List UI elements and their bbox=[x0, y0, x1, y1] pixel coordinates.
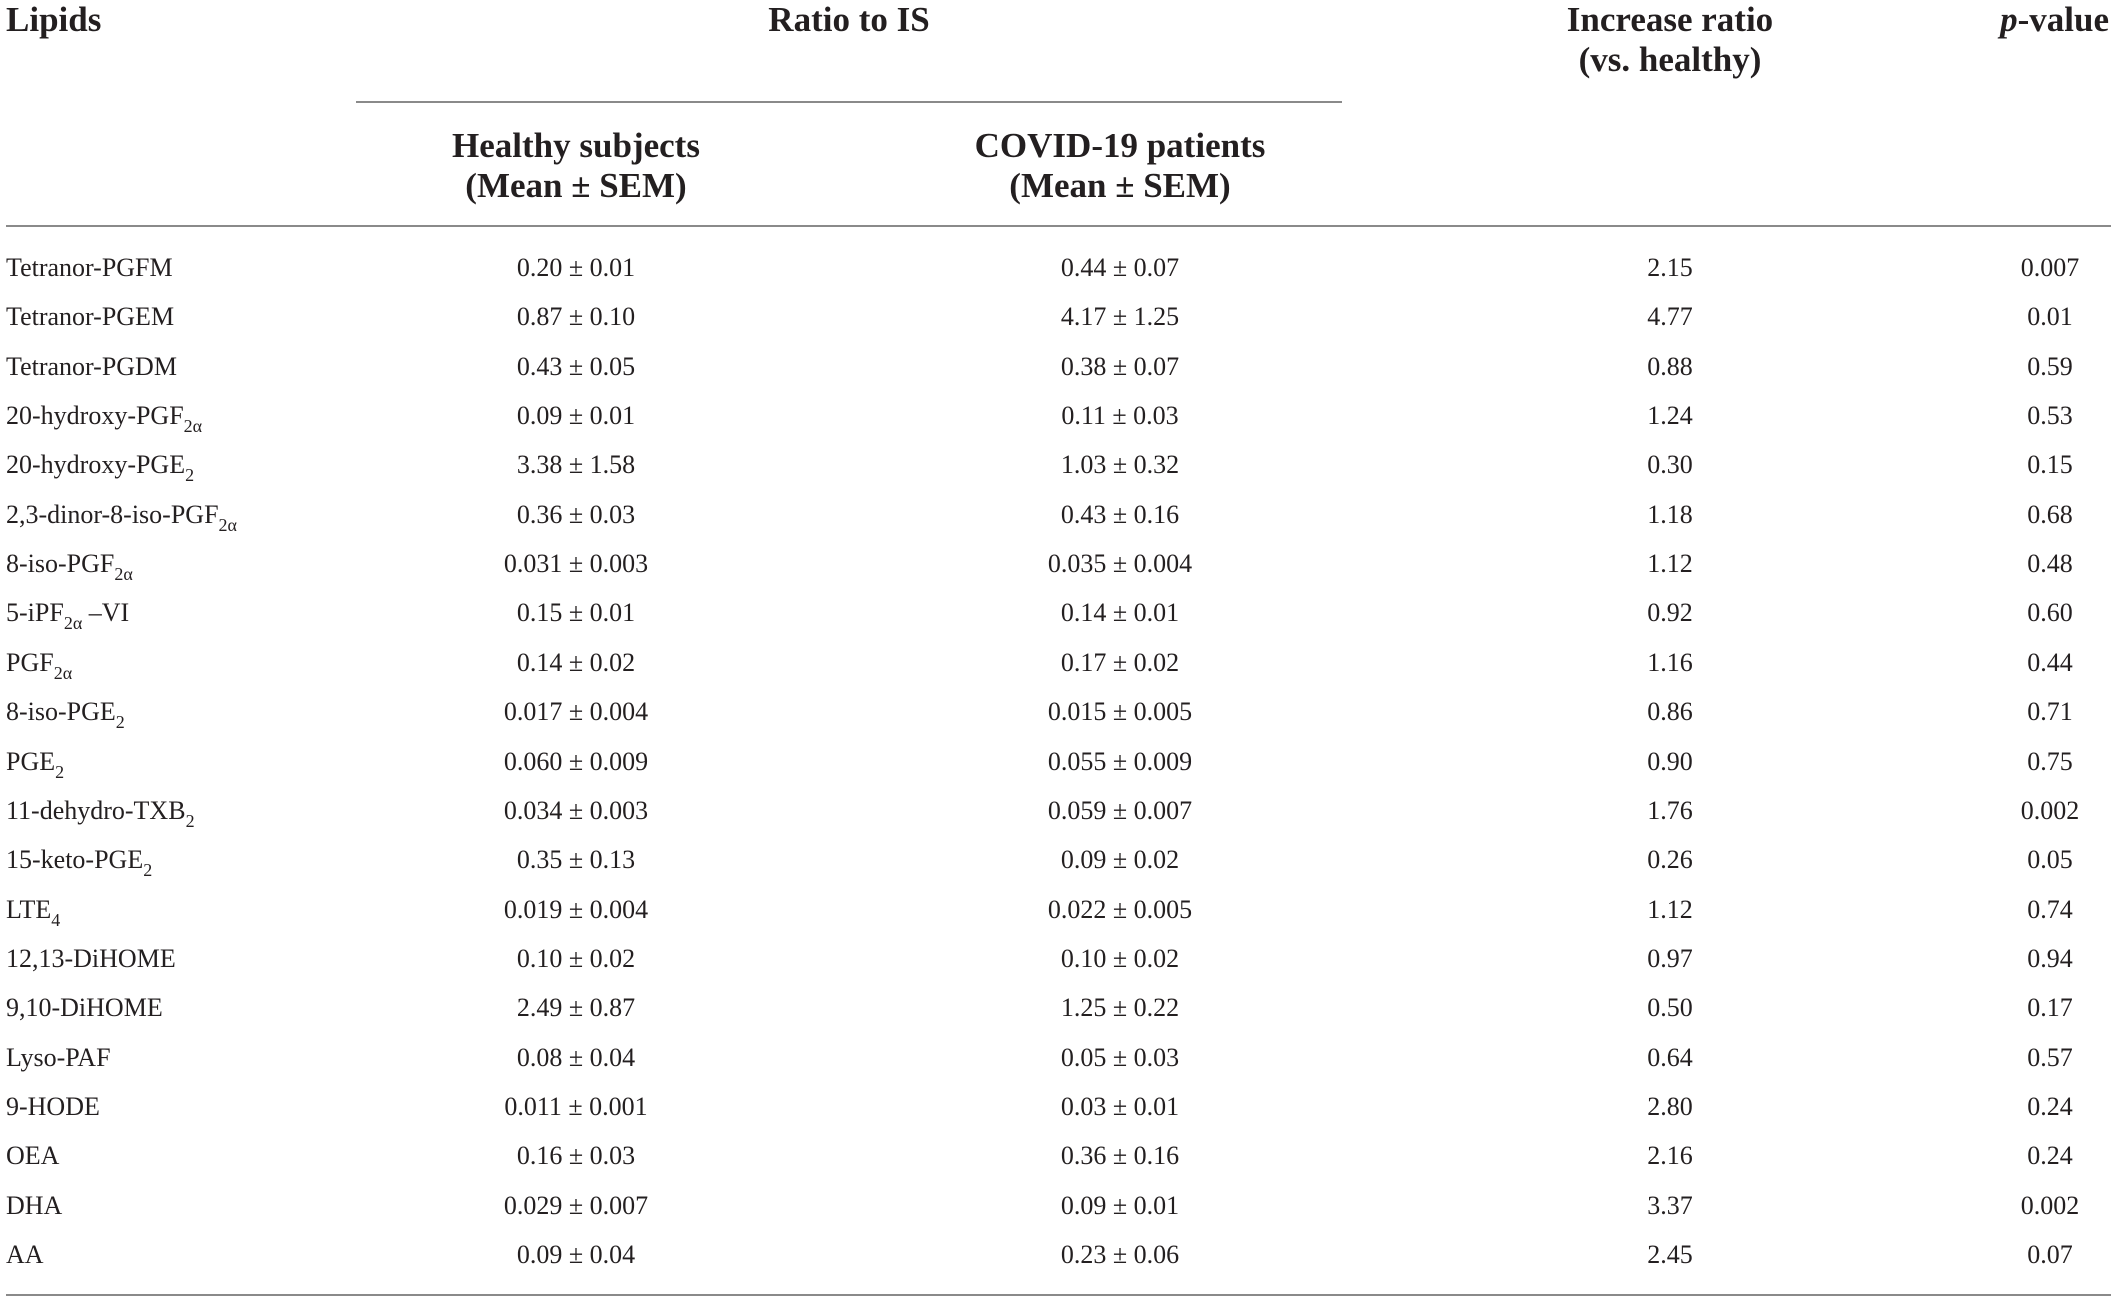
lipid-name-cell bbox=[6, 342, 177, 391]
p-value: 0.007 bbox=[2020, 253, 2080, 282]
increase-ratio-value: 0.97 bbox=[1647, 943, 1693, 973]
table-row bbox=[0, 885, 2117, 934]
lipid-subscript: 2α bbox=[218, 514, 237, 535]
table-row bbox=[0, 934, 2117, 983]
lipid-subscript: 2 bbox=[143, 860, 153, 881]
covid-value: 0.10 ± 0.02 bbox=[1060, 943, 1180, 973]
lipid-name: Tetranor-PGDM bbox=[6, 351, 177, 381]
header-increase-ratio-line2: (vs. healthy) bbox=[1578, 40, 1762, 79]
increase-ratio-value: 1.16 bbox=[1647, 647, 1693, 677]
lipid-name-cell bbox=[6, 539, 133, 588]
lipid-name: 20-hydroxy-PGF bbox=[6, 401, 184, 431]
table-row bbox=[0, 342, 2117, 391]
covid-value: 0.11 ± 0.03 bbox=[1061, 401, 1179, 431]
lipid-subscript: 2 bbox=[185, 810, 195, 831]
table-row bbox=[0, 588, 2117, 637]
lipid-name: Tetranor-PGFM bbox=[6, 253, 173, 282]
covid-value: 0.09 ± 0.01 bbox=[1060, 1190, 1180, 1220]
header-healthy-subjects bbox=[356, 126, 796, 206]
lipid-name-cell bbox=[6, 490, 237, 539]
healthy-value: 0.019 ± 0.004 bbox=[503, 894, 649, 924]
lipid-subscript: 2α bbox=[53, 662, 73, 683]
p-value: 0.24 bbox=[2027, 1091, 2073, 1121]
increase-ratio-value: 2.15 bbox=[1647, 253, 1693, 282]
p-value: 0.57 bbox=[2027, 1042, 2073, 1072]
p-value: 0.002 bbox=[2020, 795, 2080, 825]
table-row bbox=[0, 1230, 2117, 1279]
lipid-name-cell bbox=[6, 588, 129, 637]
p-value: 0.07 bbox=[2027, 1240, 2073, 1269]
increase-ratio-value: 1.18 bbox=[1647, 499, 1693, 529]
healthy-value: 0.16 ± 0.03 bbox=[516, 1141, 636, 1171]
lipid-name: PGE bbox=[6, 746, 56, 776]
covid-value: 0.09 ± 0.02 bbox=[1060, 845, 1180, 875]
covid-value: 0.035 ± 0.004 bbox=[1047, 549, 1193, 579]
lipid-name: 8-iso-PGF bbox=[6, 549, 115, 579]
covid-value: 1.25 ± 0.22 bbox=[1060, 993, 1180, 1023]
p-value: 0.05 bbox=[2027, 845, 2073, 875]
p-value: 0.002 bbox=[2020, 1190, 2080, 1220]
lipid-name: DHA bbox=[6, 1190, 63, 1220]
lipid-name-cell bbox=[6, 786, 195, 835]
covid-value: 0.43 ± 0.16 bbox=[1060, 499, 1180, 529]
increase-ratio-value: 0.86 bbox=[1647, 697, 1693, 727]
header-increase-ratio-line1: Increase ratio bbox=[1566, 0, 1774, 39]
lipid-subscript: 2 bbox=[185, 465, 195, 486]
header-p-value-italic: p bbox=[2000, 0, 2018, 39]
healthy-value: 0.08 ± 0.04 bbox=[516, 1042, 636, 1072]
p-value: 0.75 bbox=[2027, 746, 2073, 776]
increase-ratio-value: 0.30 bbox=[1647, 450, 1693, 480]
lipid-name-cell bbox=[6, 292, 174, 341]
covid-value: 0.03 ± 0.01 bbox=[1060, 1091, 1180, 1121]
p-value: 0.17 bbox=[2027, 993, 2073, 1023]
lipid-name-cell bbox=[6, 687, 125, 736]
p-value: 0.94 bbox=[2027, 943, 2073, 973]
table-row bbox=[0, 440, 2117, 489]
lipid-name: Lyso-PAF bbox=[6, 1042, 111, 1072]
healthy-value: 2.49 ± 0.87 bbox=[516, 993, 636, 1023]
covid-value: 0.17 ± 0.02 bbox=[1060, 647, 1180, 677]
healthy-value: 3.38 ± 1.58 bbox=[516, 450, 636, 480]
covid-value: 0.14 ± 0.01 bbox=[1060, 598, 1180, 628]
header-ratio-to-is: Ratio to IS bbox=[768, 0, 930, 39]
p-value: 0.48 bbox=[2027, 549, 2073, 579]
lipid-name: 11-dehydro-TXB bbox=[6, 795, 186, 825]
table-row bbox=[0, 539, 2117, 588]
covid-value: 0.059 ± 0.007 bbox=[1047, 795, 1193, 825]
increase-ratio-value: 1.76 bbox=[1647, 795, 1693, 825]
table-row bbox=[0, 983, 2117, 1032]
p-value: 0.74 bbox=[2027, 894, 2073, 924]
table-bottom-rule bbox=[6, 1294, 2111, 1296]
lipid-name: 20-hydroxy-PGE bbox=[6, 450, 186, 480]
covid-value: 0.38 ± 0.07 bbox=[1060, 351, 1180, 381]
healthy-value: 0.43 ± 0.05 bbox=[516, 351, 636, 381]
header-covid-patients bbox=[900, 126, 1340, 206]
lipid-suffix: –VI bbox=[82, 598, 130, 628]
header-p-value-rest: -value bbox=[2017, 0, 2109, 39]
covid-value: 1.03 ± 0.32 bbox=[1060, 450, 1180, 480]
table-row bbox=[0, 638, 2117, 687]
lipid-name-cell bbox=[6, 440, 194, 489]
lipid-name-cell bbox=[6, 835, 152, 884]
lipid-name: 2,3-dinor-8-iso-PGF bbox=[6, 499, 219, 529]
lipid-subscript: 4 bbox=[51, 909, 61, 930]
covid-value: 0.055 ± 0.009 bbox=[1047, 746, 1193, 776]
table-row bbox=[0, 391, 2117, 440]
lipid-name: 9-HODE bbox=[6, 1091, 100, 1121]
header-covid-line2: (Mean ± SEM) bbox=[1009, 166, 1231, 205]
p-value: 0.68 bbox=[2027, 499, 2073, 529]
lipid-name: LTE bbox=[6, 894, 52, 924]
increase-ratio-value: 0.92 bbox=[1647, 598, 1693, 628]
lipid-name-cell bbox=[6, 391, 202, 440]
table-row bbox=[0, 1181, 2117, 1230]
p-value: 0.01 bbox=[2027, 302, 2073, 332]
increase-ratio-value: 1.24 bbox=[1647, 401, 1693, 431]
increase-ratio-value: 2.16 bbox=[1647, 1141, 1693, 1171]
covid-value: 0.36 ± 0.16 bbox=[1060, 1141, 1180, 1171]
table-row bbox=[0, 490, 2117, 539]
healthy-value: 0.09 ± 0.01 bbox=[516, 401, 636, 431]
ratio-group-rule bbox=[356, 101, 1342, 103]
lipid-name-cell bbox=[6, 885, 60, 934]
lipid-name-cell bbox=[6, 1230, 44, 1279]
healthy-value: 0.36 ± 0.03 bbox=[516, 499, 636, 529]
healthy-value: 0.15 ± 0.01 bbox=[516, 598, 636, 628]
increase-ratio-value: 0.64 bbox=[1647, 1042, 1693, 1072]
lipid-name-cell bbox=[6, 983, 163, 1032]
healthy-value: 0.87 ± 0.10 bbox=[516, 302, 636, 332]
increase-ratio-value: 4.77 bbox=[1647, 302, 1693, 332]
table-row bbox=[0, 1131, 2117, 1180]
lipid-name-cell bbox=[6, 1033, 111, 1082]
lipid-subscript: 2α bbox=[63, 613, 83, 634]
p-value: 0.60 bbox=[2027, 598, 2073, 628]
covid-value: 0.44 ± 0.07 bbox=[1060, 253, 1180, 282]
table-row bbox=[0, 737, 2117, 786]
healthy-value: 0.017 ± 0.004 bbox=[503, 697, 649, 727]
healthy-value: 0.034 ± 0.003 bbox=[503, 795, 649, 825]
increase-ratio-value: 2.45 bbox=[1647, 1240, 1693, 1269]
healthy-value: 0.14 ± 0.02 bbox=[516, 647, 636, 677]
covid-value: 4.17 ± 1.25 bbox=[1060, 302, 1180, 332]
p-value: 0.44 bbox=[2027, 647, 2073, 677]
lipid-subscript: 2 bbox=[115, 712, 125, 733]
covid-value: 0.022 ± 0.005 bbox=[1047, 894, 1193, 924]
lipid-name-cell bbox=[6, 1131, 59, 1180]
lipid-name: 5-iPF bbox=[6, 598, 64, 628]
p-value: 0.53 bbox=[2027, 401, 2073, 431]
increase-ratio-value: 0.50 bbox=[1647, 993, 1693, 1023]
lipid-name: 9,10-DiHOME bbox=[6, 993, 163, 1023]
healthy-value: 0.031 ± 0.003 bbox=[503, 549, 649, 579]
healthy-value: 0.09 ± 0.04 bbox=[516, 1240, 636, 1269]
p-value: 0.15 bbox=[2027, 450, 2073, 480]
header-healthy-line1: Healthy subjects bbox=[452, 126, 700, 165]
increase-ratio-value: 0.90 bbox=[1647, 746, 1693, 776]
increase-ratio-value: 0.26 bbox=[1647, 845, 1693, 875]
lipid-name: 12,13-DiHOME bbox=[6, 943, 176, 973]
lipid-name: Tetranor-PGEM bbox=[6, 302, 175, 332]
increase-ratio-value: 1.12 bbox=[1647, 549, 1693, 579]
lipid-name-cell bbox=[6, 243, 173, 292]
table-row bbox=[0, 786, 2117, 835]
header-bottom-rule bbox=[6, 225, 2111, 227]
table-row bbox=[0, 1033, 2117, 1082]
table-row bbox=[0, 1082, 2117, 1131]
p-value: 0.59 bbox=[2027, 351, 2073, 381]
increase-ratio-value: 1.12 bbox=[1647, 894, 1693, 924]
increase-ratio-value: 3.37 bbox=[1647, 1190, 1693, 1220]
covid-value: 0.015 ± 0.005 bbox=[1047, 697, 1193, 727]
lipid-name-cell bbox=[6, 1082, 100, 1131]
healthy-value: 0.20 ± 0.01 bbox=[516, 253, 636, 282]
lipid-name-cell bbox=[6, 638, 72, 687]
lipid-name: PGF bbox=[6, 647, 54, 677]
lipid-name: AA bbox=[6, 1240, 44, 1269]
lipid-name-cell bbox=[6, 1181, 62, 1230]
covid-value: 0.23 ± 0.06 bbox=[1060, 1240, 1180, 1269]
header-healthy-line2: (Mean ± SEM) bbox=[465, 166, 687, 205]
covid-value: 0.05 ± 0.03 bbox=[1060, 1042, 1180, 1072]
header-increase-ratio bbox=[1520, 0, 1820, 80]
healthy-value: 0.10 ± 0.02 bbox=[516, 943, 636, 973]
healthy-value: 0.35 ± 0.13 bbox=[516, 845, 636, 875]
lipid-name: 15-keto-PGE bbox=[6, 845, 144, 875]
lipid-subscript: 2α bbox=[183, 416, 203, 437]
lipid-name-cell bbox=[6, 934, 176, 983]
p-value: 0.24 bbox=[2027, 1141, 2073, 1171]
healthy-value: 0.029 ± 0.007 bbox=[503, 1190, 649, 1220]
increase-ratio-value: 0.88 bbox=[1647, 351, 1693, 381]
table-row bbox=[0, 835, 2117, 884]
table-row bbox=[0, 243, 2117, 292]
healthy-value: 0.060 ± 0.009 bbox=[503, 746, 649, 776]
increase-ratio-value: 2.80 bbox=[1647, 1091, 1693, 1121]
header-covid-line1: COVID-19 patients bbox=[974, 126, 1266, 165]
lipid-name: 8-iso-PGE bbox=[6, 697, 116, 727]
header-lipids: Lipids bbox=[6, 0, 102, 39]
lipid-subscript: 2α bbox=[114, 564, 133, 585]
healthy-value: 0.011 ± 0.001 bbox=[504, 1091, 648, 1121]
lipid-name: OEA bbox=[6, 1141, 60, 1171]
lipid-subscript: 2 bbox=[55, 761, 65, 782]
lipid-name-cell bbox=[6, 737, 64, 786]
table-row bbox=[0, 292, 2117, 341]
header-p-value bbox=[2000, 0, 2109, 40]
table-row bbox=[0, 687, 2117, 736]
p-value: 0.71 bbox=[2027, 697, 2073, 727]
